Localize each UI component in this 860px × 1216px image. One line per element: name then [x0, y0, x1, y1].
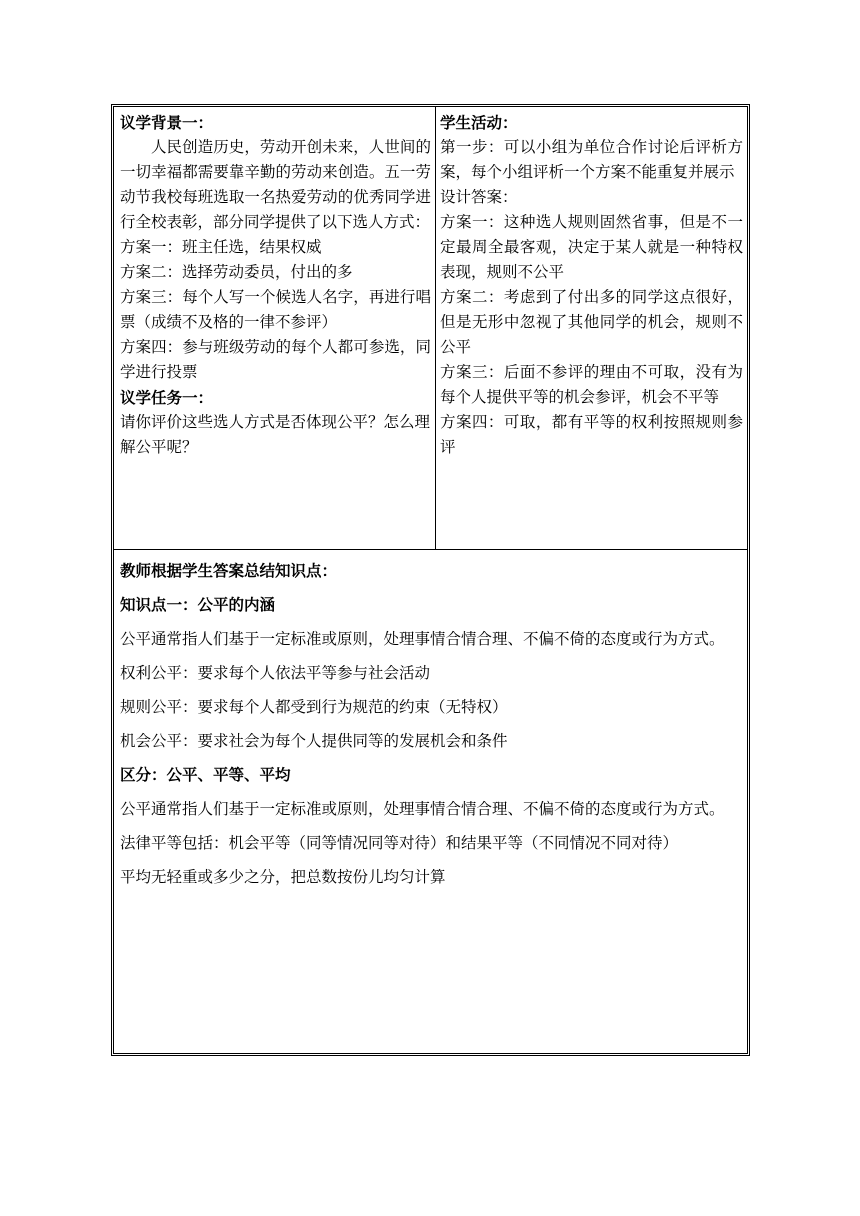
- option-4: 方案四：参与班级劳动的每个人都可参选，同学进行投票: [120, 338, 431, 381]
- option-1: 方案一：班主任选，结果权威: [120, 238, 322, 256]
- summary-cell: [114, 550, 747, 894]
- opportunity-fairness: 机会公平：要求社会为每个人提供同等的发展机会和条件: [120, 732, 508, 750]
- task-heading: 议学任务一：: [120, 388, 214, 407]
- background-cell: [114, 107, 436, 549]
- task-question: 请你评价这些选人方式是否体现公平？怎么理解公平呢？: [120, 413, 431, 456]
- option-2: 方案二：选择劳动委员，付出的多: [120, 263, 353, 281]
- average-definition: 平均无轻重或多少之分，把总数按份儿均匀计算: [120, 868, 446, 886]
- answer-2: 方案二：考虑到了付出多的同学这点很好，但是无形中忽视了其他同学的机会，规则不公平: [440, 288, 743, 356]
- legal-equality: 法律平等包括：机会平等（同等情况同等对待）和结果平等（不同情况不同对待）: [120, 834, 679, 852]
- background-heading: 议学背景一：: [120, 113, 214, 132]
- distinction-title: 区分：公平、平等、平均: [120, 765, 291, 784]
- answer-3: 方案三：后面不参评的理由不可取，没有为每个人提供平等的机会参评，机会不平等: [440, 363, 743, 406]
- rights-fairness: 权利公平：要求每个人依法平等参与社会活动: [120, 664, 431, 682]
- activity-cell: [436, 107, 747, 549]
- fairness-definition-repeat: 公平通常指人们基于一定标准或原则，处理事情合情合理、不偏不倚的态度或行为方式。: [120, 800, 725, 818]
- fairness-definition: 公平通常指人们基于一定标准或原则，处理事情合情合理、不偏不倚的态度或行为方式。: [120, 630, 725, 648]
- background-paragraph: 人民创造历史，劳动开创未来，人世间的一切幸福都需要靠辛勤的劳动来创造。五一劳动节我校每班选取一名热爱劳动的优秀同学进行全校表彰，部分同学提供了以下选人方式：: [120, 138, 431, 231]
- knowledge-point-title: 知识点一：公平的内涵: [120, 595, 276, 614]
- answer-4: 方案四：可取，都有平等的权利按照规则参评: [440, 413, 743, 456]
- design-answer-label: 设计答案：: [440, 188, 518, 206]
- answer-1: 方案一：这种选人规则固然省事，但是不一定最周全最客观，决定于某人就是一种特权表现，规则不公平: [440, 213, 743, 281]
- option-3: 方案三：每个人写一个候选人名字，再进行唱票（成绩不及格的一律不参评）: [120, 288, 431, 331]
- summary-heading: 教师根据学生答案总结知识点：: [120, 561, 338, 580]
- table-row-top: [114, 107, 747, 550]
- activity-heading: 学生活动：: [440, 113, 518, 132]
- rules-fairness: 规则公平：要求每个人都受到行为规范的约束（无特权）: [120, 698, 508, 716]
- activity-step-1: 第一步：可以小组为单位合作讨论后评析方案，每个小组评析一个方案不能重复并展示: [440, 138, 743, 181]
- lesson-table: [111, 104, 750, 1056]
